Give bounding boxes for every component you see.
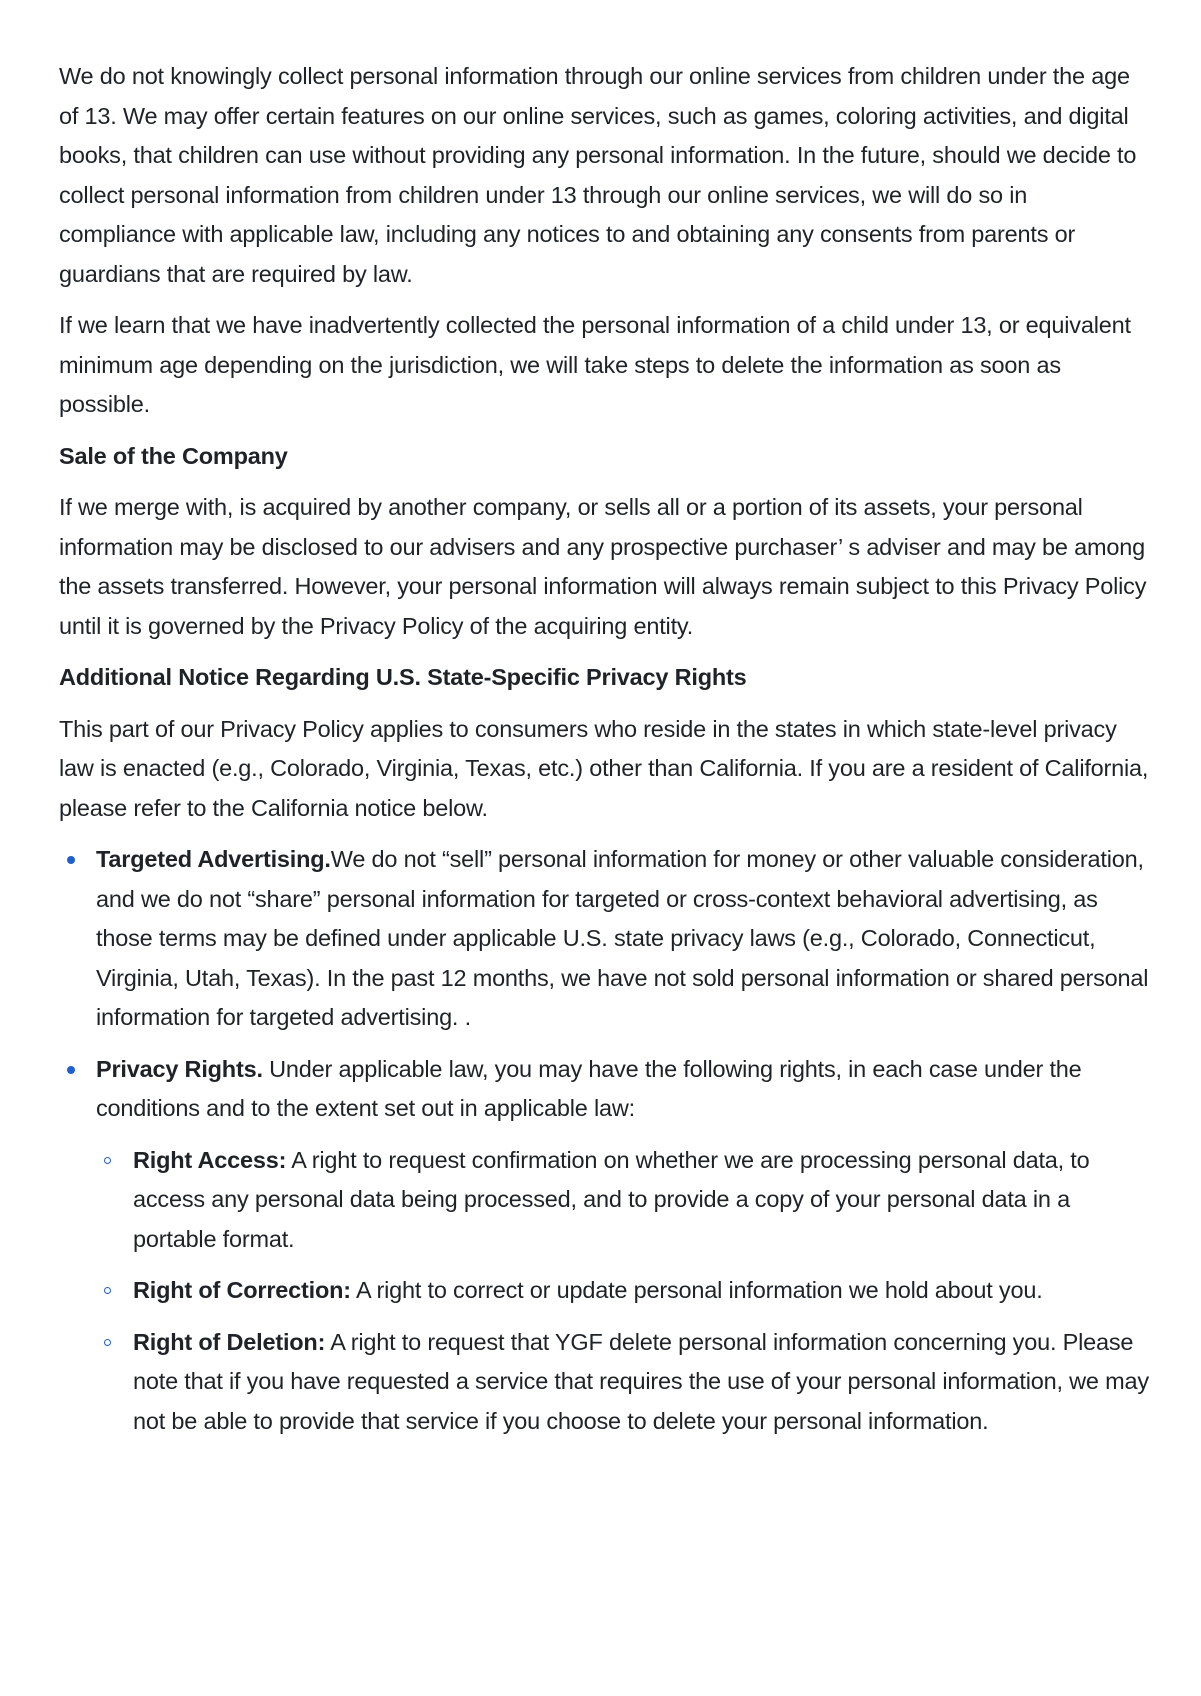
- list-item-right-access: [96, 1141, 1149, 1260]
- hollow-bullet-icon: [104, 1287, 111, 1294]
- list-item-right-correction: [96, 1271, 1149, 1311]
- privacy-rights-sublist: [96, 1141, 1149, 1442]
- privacy-rights-title: Privacy Rights.: [96, 1055, 263, 1082]
- targeted-advertising-title: Targeted Advertising.: [96, 846, 331, 872]
- children-paragraph-2: If we learn that we have inadvertently collected the personal information of a child under 13, or equivalent minimum age depending on the jurisdiction, we will take steps to delete the information as soon as possible.: [59, 312, 1131, 417]
- state-notice-heading: Additional Notice Regarding U.S. State-Specific Privacy Rights: [59, 664, 747, 690]
- hollow-bullet-icon: [104, 1157, 111, 1164]
- right-correction-title: Right of Correction:: [133, 1277, 351, 1303]
- list-item-right-deletion: [96, 1323, 1149, 1442]
- privacy-rights-text: Under applicable law, you may have the following rights, in each case under the conditions and to the extent set out in applicable law:: [96, 1055, 1082, 1121]
- right-correction-text: A right to correct or update personal information we hold about you.: [350, 1277, 1043, 1303]
- right-access-text: A right to request confirmation on whether we are processing personal data, to access any personal data being processed, and to provide a copy of your personal data in a portable format.: [133, 1146, 1090, 1252]
- children-paragraph-1: We do not knowingly collect personal information through our online services from children under the age of 13. We may offer certain features on our online services, such as games, coloring activities, and digital books, that children can use without providing any personal information. In the future, should we decide to collect personal information from children under 13 through our online services, we will do so in compliance with applicable law, including any notices to and obtaining any consents from parents or guardians that are required by law.: [59, 63, 1137, 287]
- privacy-policy-page: [59, 57, 1149, 1453]
- targeted-advertising-text: We do not “sell” personal information for money or other valuable consideration, and we do not “share” personal information for targeted or cross-context behavioral advertising, as those terms may be defined under applicable U.S. state privacy laws (e.g., Colorado, Connecticut, Virginia, Utah, Texas). In the past 12 months, we have not sold personal information or shared personal information for targeted advertising. .: [96, 846, 1149, 1030]
- state-notice-intro: This part of our Privacy Policy applies to consumers who reside in the states in which state-level privacy law is enacted (e.g., Colorado, Virginia, Texas, etc.) other than California. If you are a resident of California, please refer to the California notice below.: [59, 715, 1149, 821]
- sale-of-company-heading: Sale of the Company: [59, 442, 288, 469]
- state-rights-list: [59, 840, 1149, 1441]
- list-item-targeted-advertising: [59, 840, 1149, 1038]
- right-access-title: Right Access:: [133, 1146, 287, 1173]
- bullet-dot-icon: [67, 1066, 75, 1074]
- list-item-privacy-rights: [59, 1050, 1149, 1442]
- sale-of-company-paragraph: If we merge with, is acquired by another company, or sells all or a portion of its assets, your personal information may be disclosed to our advisers and any prospective purchaser’ s adviser and may be among the assets transferred. However, your personal information will always remain subject to this Privacy Policy until it is governed by the Privacy Policy of the acquiring entity.: [59, 494, 1147, 639]
- right-deletion-title: Right of Deletion:: [133, 1328, 326, 1355]
- right-deletion-text: A right to request that YGF delete personal information concerning you. Please note that if you have requested a service that requires the use of your personal information, we may not be able to provide that service if you choose to delete your personal information.: [133, 1328, 1149, 1434]
- bullet-dot-icon: [67, 856, 75, 864]
- hollow-bullet-icon: [104, 1339, 111, 1346]
